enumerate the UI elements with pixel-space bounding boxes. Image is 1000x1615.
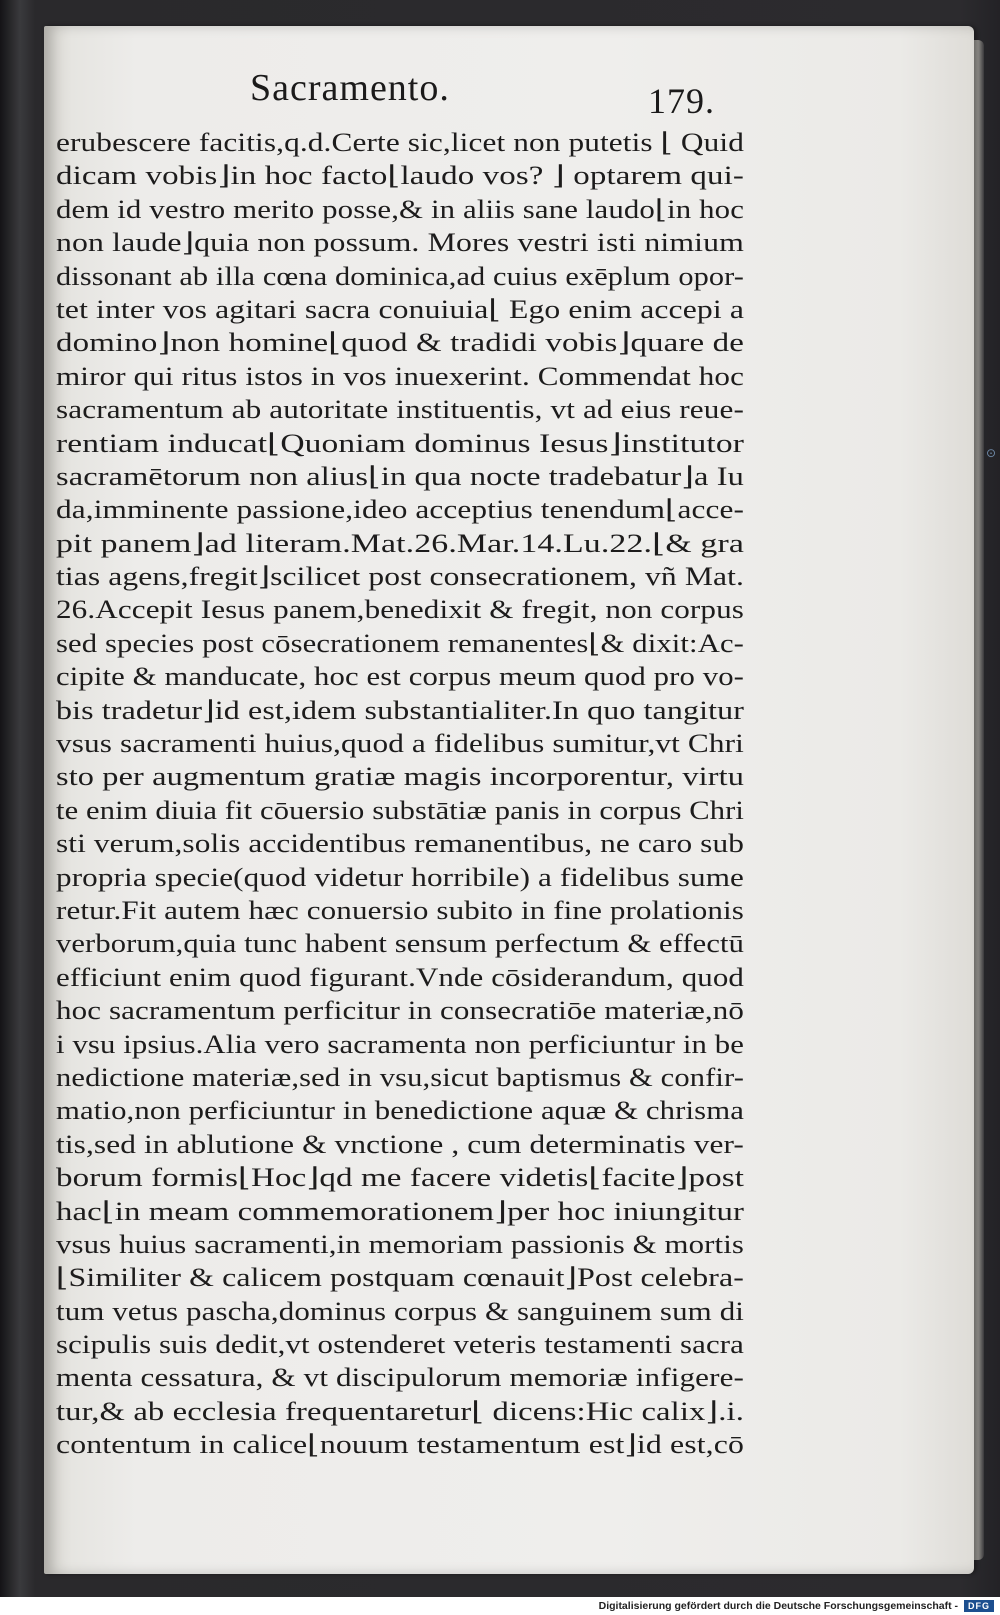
text-line: efficiunt enim quod figurant.Vnde cōsiderandum, quod	[56, 962, 744, 992]
text-line: scipulis suis dedit,vt ostenderet veteris testamenti sacra	[56, 1330, 744, 1360]
text-line: da,imminente passione,ideo acceptius tenendum⌊acce-	[56, 495, 744, 525]
scan-marker-icon: ⊙	[985, 446, 997, 460]
text-line: hoc sacramentum perficitur in consecratiōe materiæ,nō	[56, 996, 744, 1026]
text-line: tias agens,fregit⌋scilicet post consecrationem, vñ Mat.	[56, 562, 744, 592]
text-line: hac⌊in meam commemorationem⌋per hoc iniungitur	[56, 1196, 744, 1226]
text-line: vsus huius sacramenti,in memoriam passionis & mortis	[56, 1229, 744, 1259]
text-line: tet inter vos agitari sacra conuiuia⌊ Ego enim accepi a	[56, 294, 744, 324]
text-line: sto per augmentum gratiæ magis incorporentur, virtu	[56, 762, 744, 792]
text-line: borum formis⌊Hoc⌋qd me facere videtis⌊facite⌋post	[56, 1163, 744, 1193]
text-line: retur.Fit autem hæc conuersio subito in fine prolationis	[56, 895, 744, 925]
text-line: bis tradetur⌋id est,idem substantialiter.In quo tangitur	[56, 695, 744, 725]
text-line: nedictione materiæ,sed in vsu,sicut baptismus & confir-	[56, 1062, 744, 1092]
text-block	[56, 126, 776, 1462]
text-line: 26.Accepit Iesus panem,benedixit & fregit, non corpus	[56, 595, 744, 625]
text-line: dicam vobis⌋in hoc facto⌊laudo vos? ⌋ optarem qui-	[56, 161, 744, 191]
text-line: tum vetus pascha,dominus corpus & sanguinem sum di	[56, 1296, 744, 1326]
text-line: tur,& ab ecclesia frequentaretur⌊ dicens:Hic calix⌋.i.	[56, 1396, 744, 1426]
text-line: contentum in calice⌊nouum testamentum est⌋id est,cō	[56, 1430, 744, 1460]
running-head: Sacramento.	[250, 67, 450, 109]
text-line: sti verum,solis accidentibus remanentibus, ne caro sub	[56, 829, 744, 859]
text-line: miror qui ritus istos in vos inuexerint. Commendat hoc	[56, 361, 744, 391]
text-line: ⌊Similiter & calicem postquam cœnauit⌋Post celebra-	[56, 1263, 744, 1293]
text-line: verborum,quia tunc habent sensum perfectum & effectū	[56, 929, 744, 959]
text-line: sed species post cōsecrationem remanentes⌊& dixit:Ac-	[56, 628, 744, 658]
text-line: cipite & manducate, hoc est corpus meum quod pro vo-	[56, 662, 744, 692]
text-line: menta cessatura, & vt discipulorum memoriæ infigere-	[56, 1363, 744, 1393]
text-line: rentiam inducat⌊Quoniam dominus Iesus⌋institutor	[56, 428, 744, 458]
text-line: te enim diuia fit cōuersio substātiæ panis in corpus Chri	[56, 795, 744, 825]
text-line: vsus sacramenti huius,quod a fidelibus sumitur,vt Chri	[56, 729, 745, 759]
text-line: non laude⌋quia non possum. Mores vestri isti nimium	[56, 228, 744, 258]
text-line: i vsu ipsius.Alia vero sacramenta non perficiuntur in be	[56, 1029, 744, 1059]
text-line: tis,sed in ablutione & vnctione , cum determinatis ver-	[56, 1129, 744, 1159]
text-line: dem id vestro merito posse,& in aliis sane laudo⌊in hoc	[56, 194, 744, 224]
text-line: sacramentum ab autoritate instituentis, vt ad eius reue-	[56, 395, 744, 425]
page-number: 179.	[648, 81, 715, 121]
text-line: domino⌋non homine⌊quod & tradidi vobis⌋quare de	[56, 328, 744, 358]
footer-credit: Digitalisierung gefördert durch die Deutsche Forschungsgemeinschaft -	[598, 1600, 958, 1612]
text-line: pit panem⌋ad literam.Mat.26.Mar.14.Lu.22.⌊& gra	[56, 528, 744, 558]
text-line: sacramētorum non alius⌊in qua nocte tradebatur⌋a Iu	[56, 461, 744, 491]
text-line: propria specie(quod videtur horribile) a fidelibus sume	[56, 862, 744, 892]
text-line: matio,non perficiuntur in benedictione aquæ & chrisma	[56, 1096, 744, 1126]
dfg-logo: DFG	[964, 1600, 994, 1612]
text-line: dissonant ab illa cœna dominica,ad cuius exēplum opor-	[56, 261, 744, 291]
footer-bar	[0, 1597, 1000, 1615]
text-line: erubescere facitis,q.d.Certe sic,licet non putetis ⌊ Quid	[56, 128, 744, 157]
